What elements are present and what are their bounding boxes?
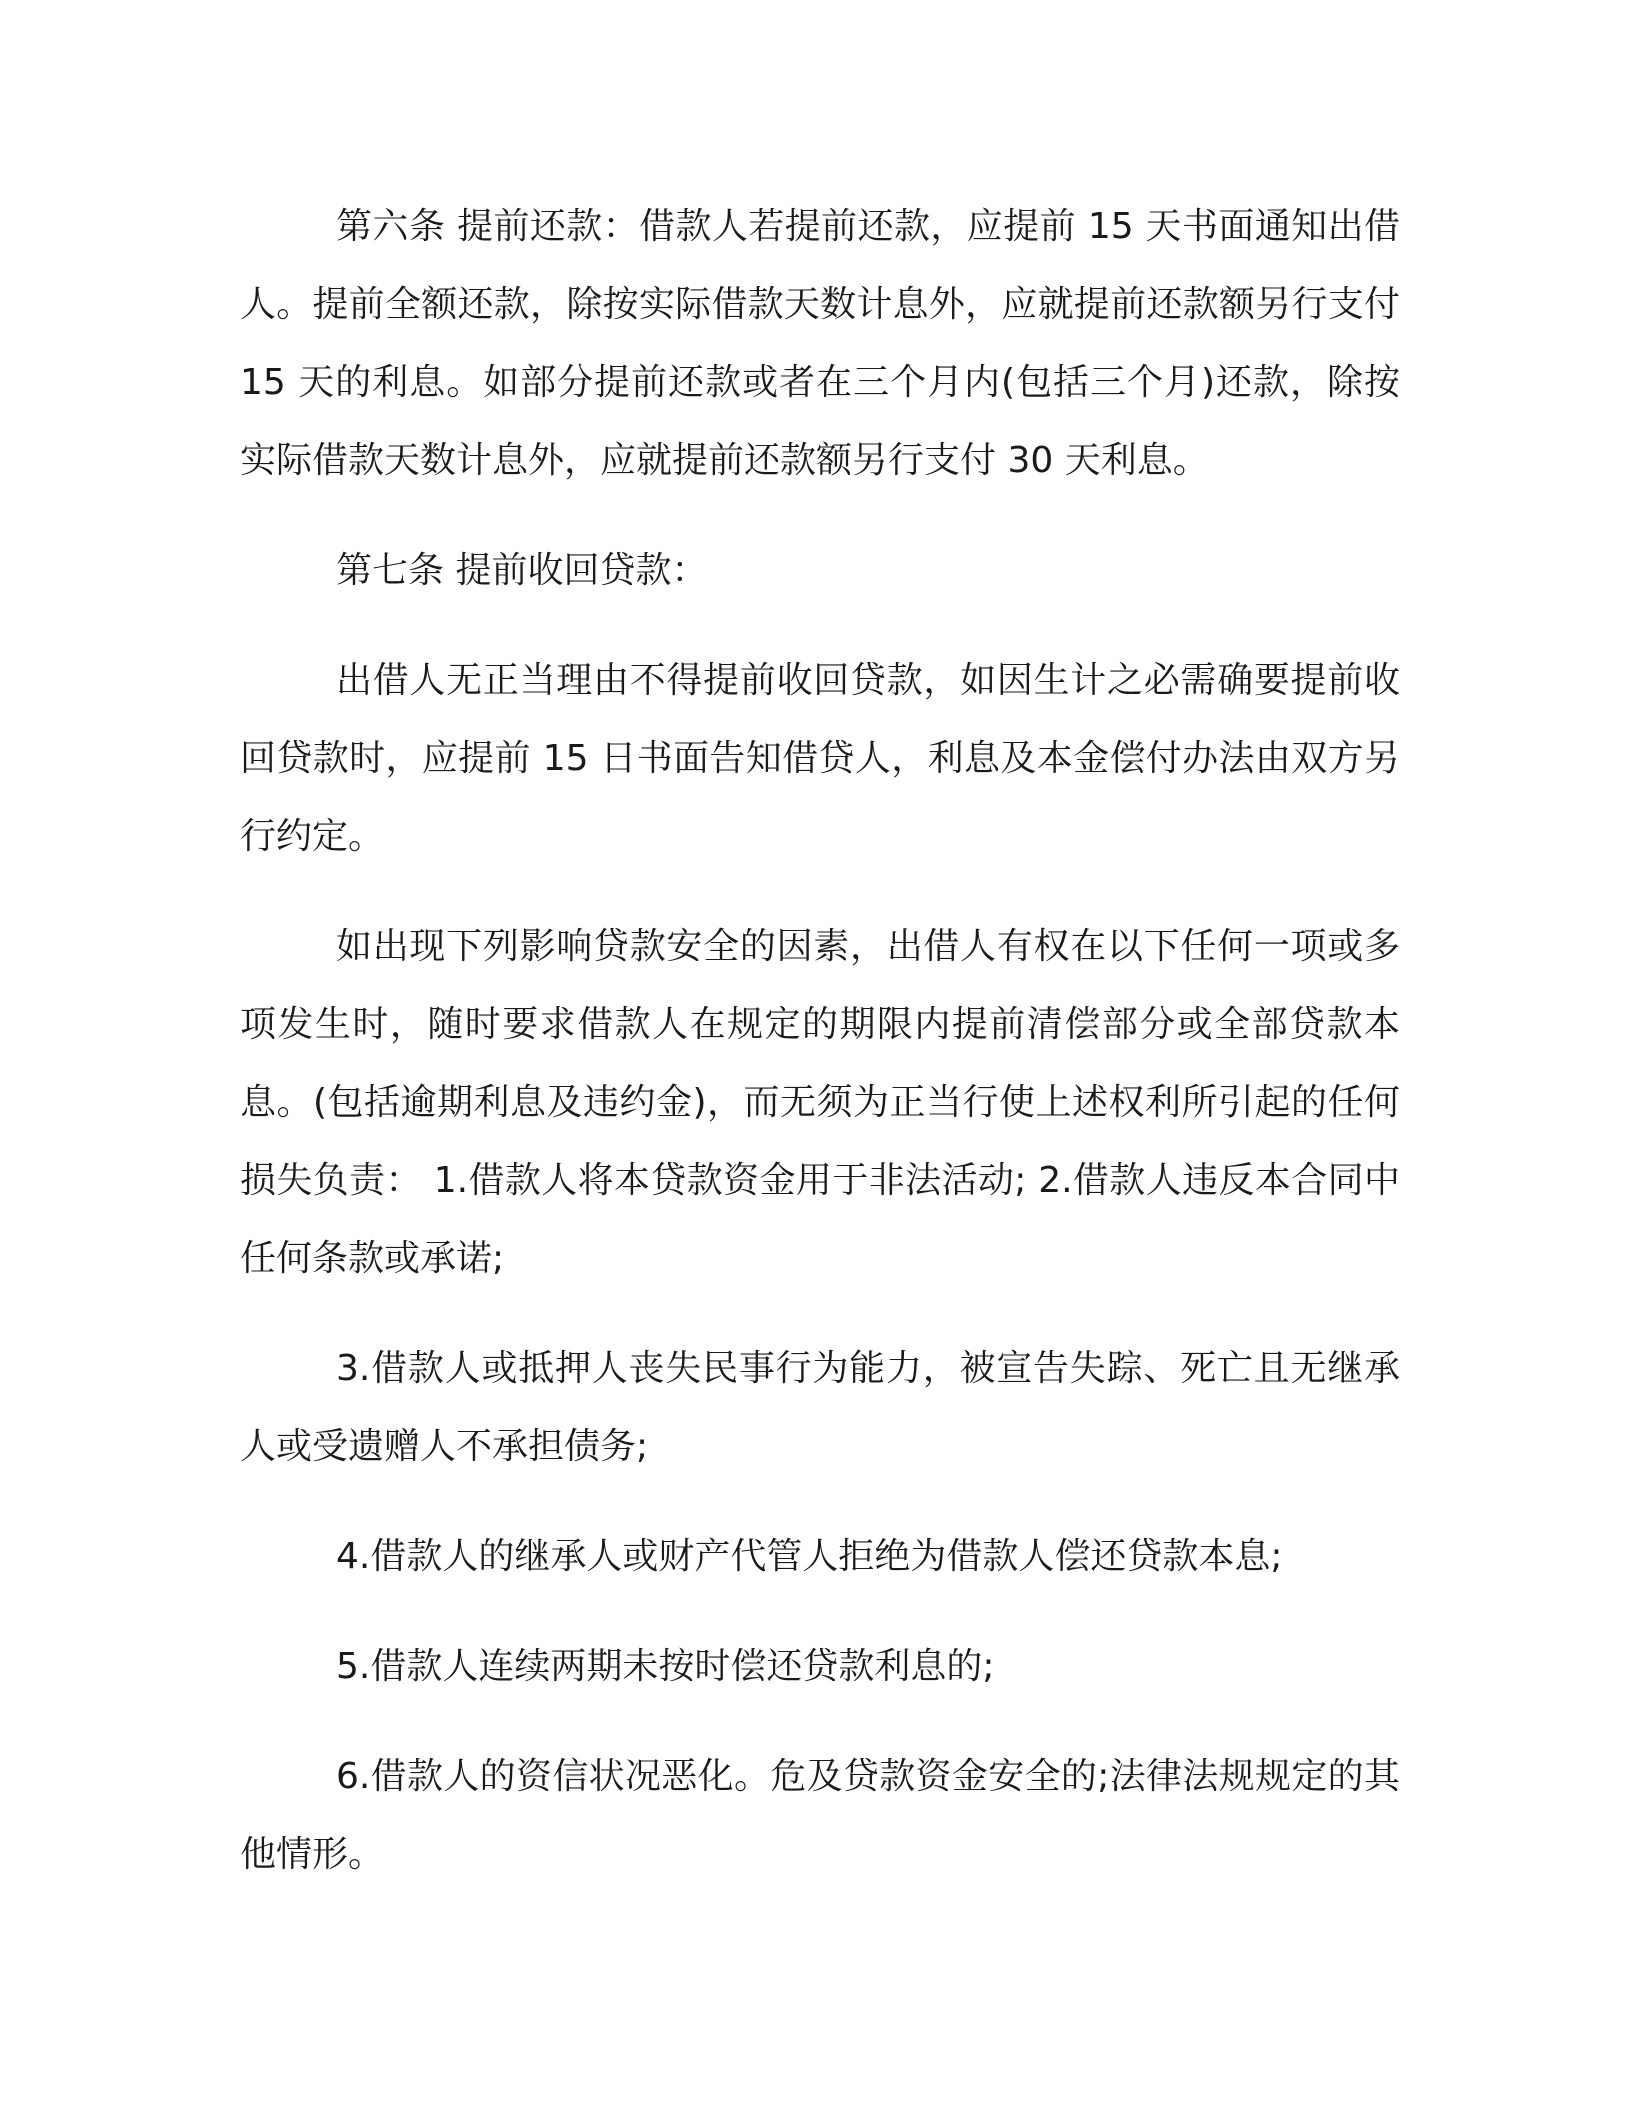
paragraph-item-6: 6.借款人的资信状况恶化。危及贷款资金安全的;法律法规规定的其他情形。	[240, 1756, 1400, 1875]
document-page	[240, 188, 1400, 1926]
paragraph-item-5: 5.借款人连续两期未按时偿还贷款利息的;	[336, 1646, 995, 1687]
paragraph-lender-recall: 出借人无正当理由不得提前收回贷款，如因生计之必需确要提前收回贷款时，应提前 15 日书面告知借贷人，利息及本金偿付办法由双方另行约定。	[240, 660, 1400, 857]
paragraph-item-3: 3.借款人或抵押人丧失民事行为能力，被宣告失踪、死亡且无继承人或受遗赠人不承担债务;	[240, 1348, 1400, 1467]
paragraph-item-4: 4.借款人的继承人或财产代管人拒绝为借款人偿还贷款本息;	[336, 1536, 1283, 1577]
paragraph-risk-factors: 如出现下列影响贷款安全的因素，出借人有权在以下任何一项或多项发生时，随时要求借款人在规定的期限内提前清偿部分或全部贷款本息。(包括逾期利息及违约金)，而无须为正当行使上述权利所引起的任何损失负责： 1.借款人将本贷款资金用于非法活动; 2.借款人违反本合同中任何条款或承诺;	[240, 926, 1400, 1279]
paragraph-article-7-heading: 第七条 提前收回贷款：	[336, 550, 708, 591]
paragraph-article-6: 第六条 提前还款：借款人若提前还款，应提前 15 天书面通知出借人。提前全额还款，除按实际借款天数计息外，应就提前还款额另行支付 15 天的利息。如部分提前还款或者在三个月内(包括三个月)还款，除按实际借款天数计息外，应就提前还款额另行支付 30 天利息。	[240, 206, 1400, 481]
